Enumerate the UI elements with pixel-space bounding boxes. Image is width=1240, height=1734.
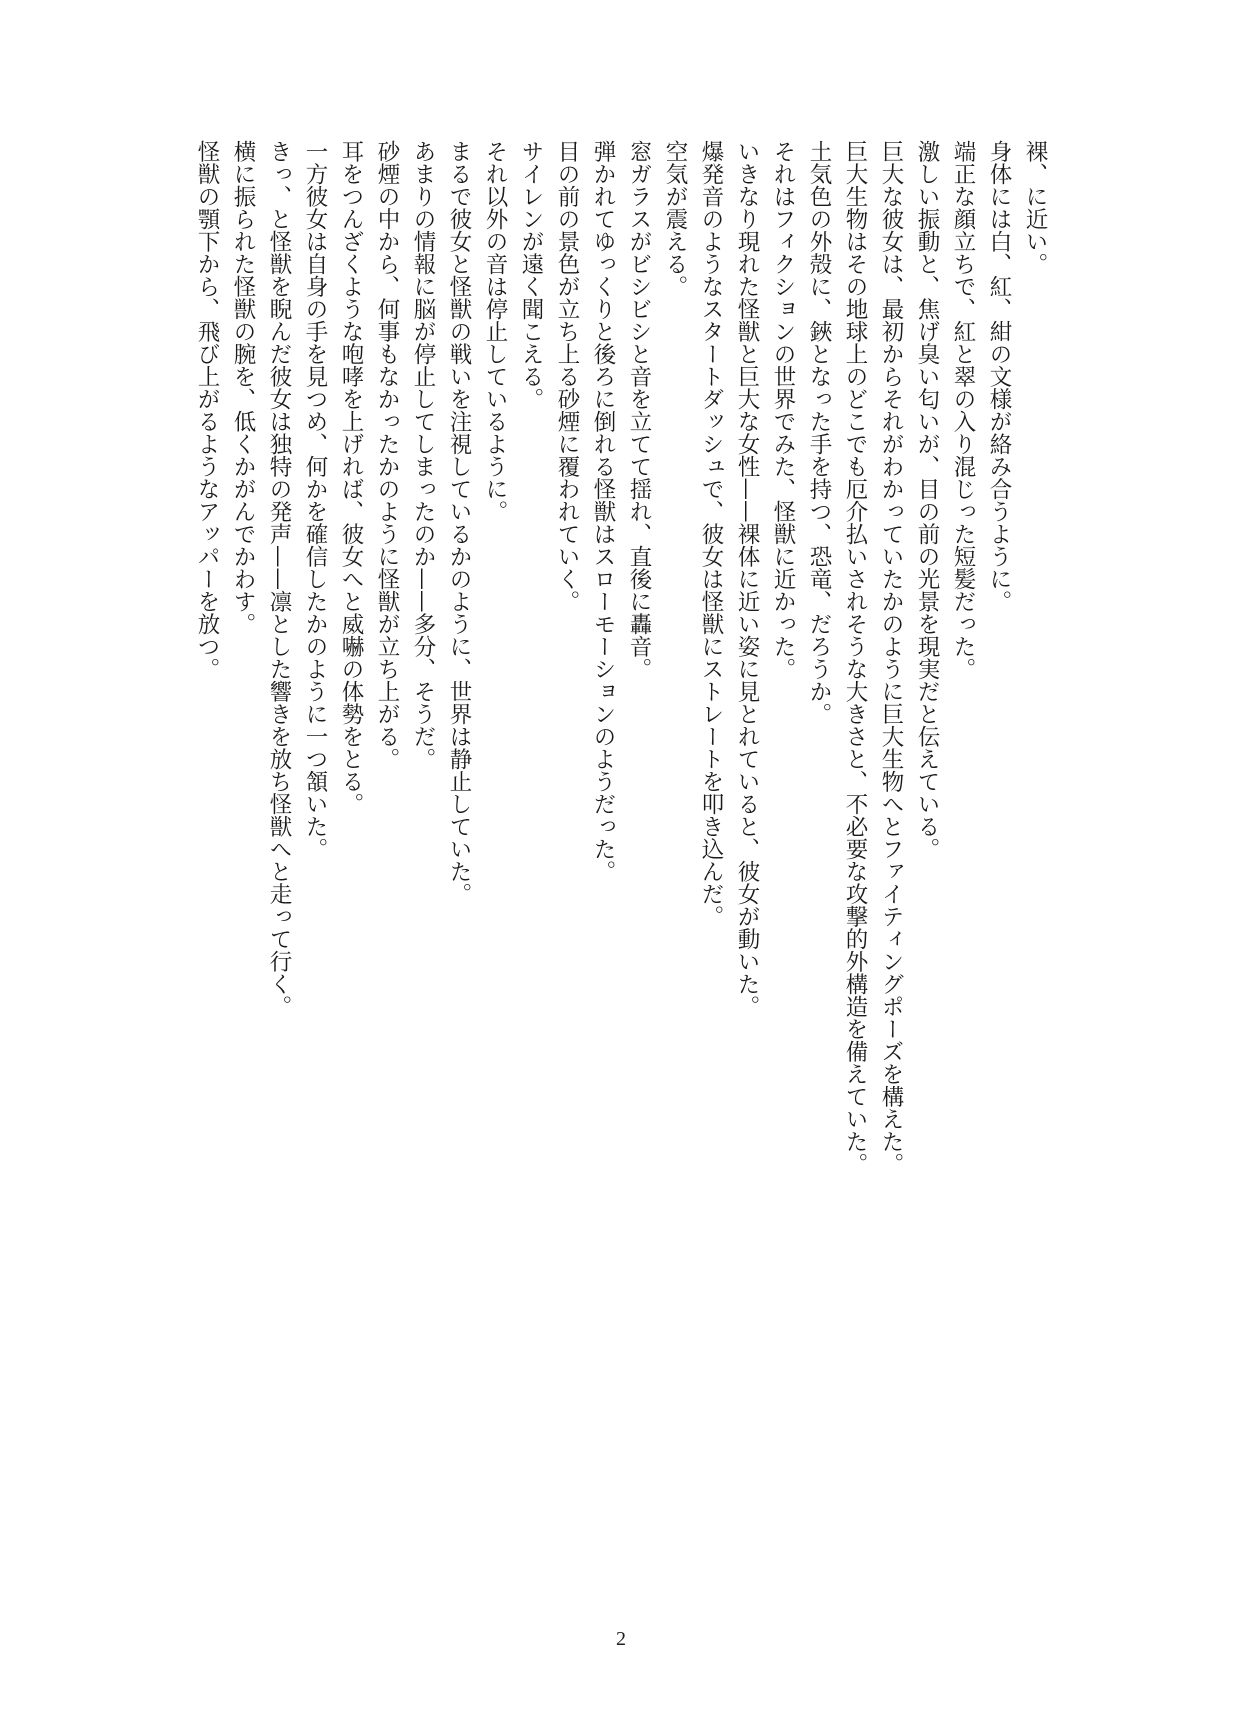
text-line: 裸、に近い。 bbox=[1022, 140, 1048, 275]
text-line: あまりの情報に脳が停止してしまったのか——多分、そうだ。 bbox=[410, 140, 436, 770]
page-number: 2 bbox=[616, 1628, 626, 1650]
text-line: 爆発音のようなスタートダッシュで、彼女は怪獣にストレートを叩き込んだ。 bbox=[698, 140, 724, 928]
text-line: 一方彼女は自身の手を見つめ、何かを確信したかのように一つ頷いた。 bbox=[302, 140, 328, 860]
text-line: 窓ガラスがビシビシと音を立てて揺れ、直後に轟音。 bbox=[626, 140, 652, 680]
text-line: まるで彼女と怪獣の戦いを注視しているかのように、世界は静止していた。 bbox=[446, 140, 472, 905]
text-line: 砂煙の中から、何事もなかったかのように怪獣が立ち上がる。 bbox=[374, 140, 400, 770]
text-line: 耳をつんざくような咆哮を上げれば、彼女へと威嚇の体勢をとる。 bbox=[338, 140, 364, 815]
text-line: いきなり現れた怪獣と巨大な女性——裸体に近い姿に見とれていると、彼女が動いた。 bbox=[734, 140, 760, 1018]
text-line: 怪獣の顎下から、飛び上がるようなアッパーを放つ。 bbox=[194, 140, 220, 680]
text-line: 巨大な彼女は、最初からそれがわかっていたかのように巨大生物へとファイティングポーズを構えた。 bbox=[878, 140, 904, 1175]
text-line: 空気が震える。 bbox=[662, 140, 688, 298]
text-line: それはフィクションの世界でみた、怪獣に近かった。 bbox=[770, 140, 796, 680]
text-line: サイレンが遠く聞こえる。 bbox=[518, 140, 544, 410]
text-line: 巨大生物はその地球上のどこでも厄介払いされそうな大きさと、不必要な攻撃的外構造を備えていた。 bbox=[842, 140, 868, 1175]
text-line: きっ、と怪獣を睨んだ彼女は独特の発声——凛とした響きを放ち怪獣へと走って行く。 bbox=[266, 140, 292, 1018]
text-line: 横に振られた怪獣の腕を、低くかがんでかわす。 bbox=[230, 140, 256, 635]
text-line: それ以外の音は停止しているように。 bbox=[482, 140, 508, 523]
text-line: 身体には白、紅、紺の文様が絡み合うように。 bbox=[986, 140, 1012, 613]
text-line: 激しい振動と、焦げ臭い匂いが、目の前の光景を現実だと伝えている。 bbox=[914, 140, 940, 860]
text-line: 土気色の外殻に、鋏となった手を持つ、恐竜、だろうか。 bbox=[806, 140, 832, 725]
text-line: 弾かれてゆっくりと後ろに倒れる怪獣はスローモーションのようだった。 bbox=[590, 140, 616, 883]
body-text bbox=[187, 140, 1053, 1175]
text-line: 目の前の景色が立ち上る砂煙に覆われていく。 bbox=[554, 140, 580, 613]
text-line: 端正な顔立ちで、紅と翠の入り混じった短髪だった。 bbox=[950, 140, 976, 680]
